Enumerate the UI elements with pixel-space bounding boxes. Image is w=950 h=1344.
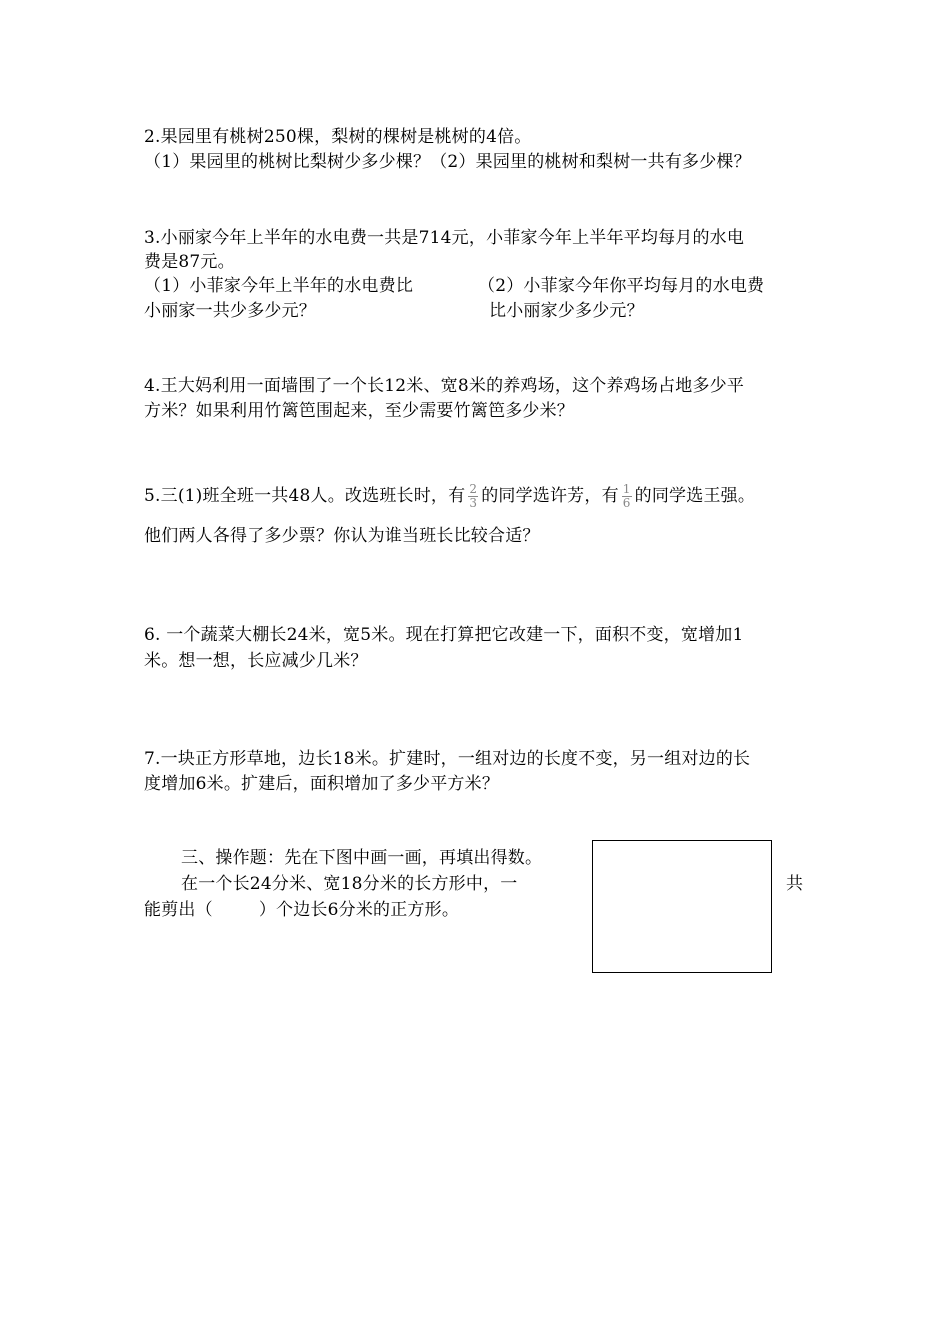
section3-title: 三、操作题：先在下图中画一画，再填出得数。 (181, 848, 543, 868)
q3-line2: 费是87元。 (144, 252, 235, 272)
q2-line2: （1）果园里的桃树比梨树少多少棵？（2）果园里的桃树和梨树一共有多少棵？ (144, 152, 751, 172)
q5-text-part1: 5.三(1)班全班一共48人。改选班长时，有 (144, 486, 466, 506)
section3-line3-part1: 能剪出（ (144, 900, 213, 920)
q5-fraction-one-sixth (622, 483, 632, 510)
q3-sub2-line1: （2）小菲家今年你平均每月的水电费 (478, 276, 765, 296)
q5-text-part3: 的同学选王强。 (634, 486, 756, 506)
q3-sub1-line2: 小丽家一共少多少元？ (144, 301, 316, 321)
rectangle-drawing-area[interactable] (592, 840, 772, 973)
q6-line1: 6. 一个蔬菜大棚长24米，宽5米。现在打算把它改建一下，面积不变，宽增加1 (144, 625, 744, 645)
q4-line2: 方米？如果利用竹篱笆围起来，至少需要竹篱笆多少米？ (144, 401, 574, 421)
q2-line1: 2.果园里有桃树250棵，梨树的棵树是桃树的4倍。 (144, 127, 532, 147)
q3-line1: 3.小丽家今年上半年的水电费一共是714元，小菲家今年上半年平均每月的水电 (144, 228, 745, 248)
section3-line2-end: 共 (786, 874, 804, 894)
q5-line2: 他们两人各得了多少票？你认为谁当班长比较合适？ (144, 526, 540, 546)
q5-fraction2-denominator: 6 (622, 496, 631, 510)
q5-fraction2-numerator: 1 (622, 482, 631, 496)
q4-line1: 4.王大妈利用一面墙围了一个长12米、宽8米的养鸡场，这个养鸡场占地多少平 (144, 376, 745, 396)
section3-line3 (144, 899, 459, 921)
q7-line2: 度增加6米。扩建后，面积增加了多少平方米？ (144, 774, 500, 794)
q5-fraction1-denominator: 3 (469, 496, 478, 510)
q5-fraction-two-thirds (468, 483, 478, 510)
q3-sub2-line2: 比小丽家少多少元？ (489, 301, 644, 321)
q5-line1 (144, 483, 755, 510)
q5-fraction1-numerator: 2 (469, 482, 478, 496)
section3-line2: 在一个长24分米、宽18分米的长方形中，一 (181, 874, 518, 894)
section3-line3-part2: ）个边长6分米的正方形。 (258, 900, 460, 920)
q6-line2: 米。想一想，长应减少几米？ (144, 651, 368, 671)
q3-sub1-line1: （1）小菲家今年上半年的水电费比 (144, 276, 414, 296)
q5-text-part2: 的同学选许芳，有 (481, 486, 619, 506)
q7-line1: 7.一块正方形草地，边长18米。扩建时，一组对边的长度不变，另一组对边的长 (144, 749, 751, 769)
